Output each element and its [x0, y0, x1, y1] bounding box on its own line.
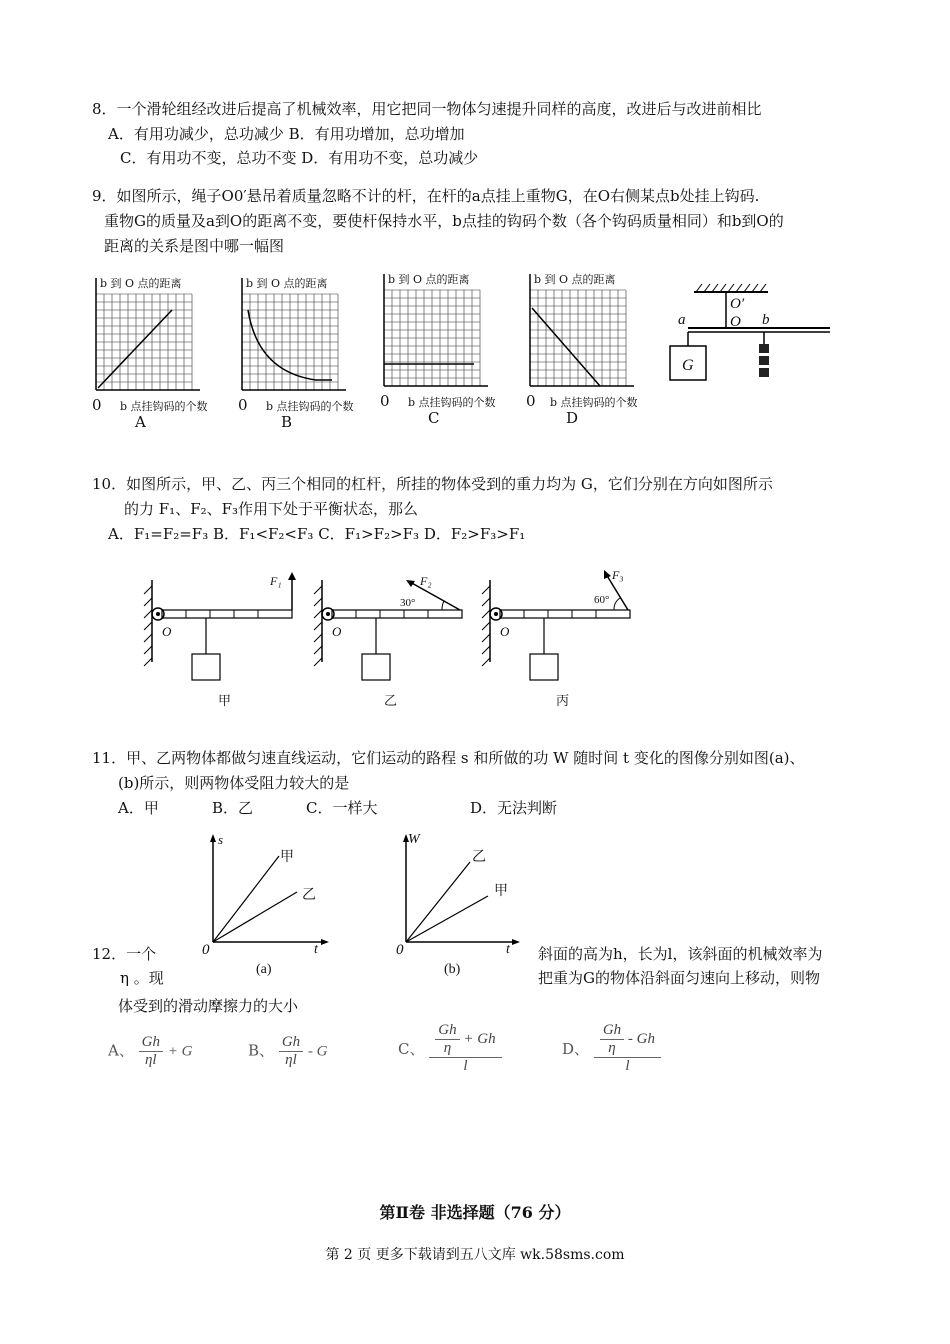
q11-opt-a: A．甲: [118, 799, 159, 817]
q12-option-c-outer: [429, 1022, 501, 1075]
q11-b-steep-label: 乙: [472, 849, 486, 865]
q12-option-d-outer-den: l: [625, 1058, 630, 1074]
q11-a-origin: 0: [202, 942, 210, 958]
q11-opt-c: C．一样大: [306, 799, 378, 817]
q12-option-d-outer: [594, 1022, 661, 1075]
q9-graph-b-ylabel: b 到 O 点的距离: [246, 277, 328, 290]
q12-option-b: [248, 1034, 328, 1069]
q9-line3: 距离的关系是图中哪一幅图: [104, 237, 285, 255]
q9-graph-a-curve: [98, 310, 172, 388]
q12-option-a: [108, 1034, 192, 1069]
q9-graph-d-origin: 0: [526, 392, 536, 410]
q9-graph-c-grid: [384, 290, 480, 386]
q12-option-c-num: Gh: [435, 1022, 459, 1040]
q9-graph-a-xlabel: b 点挂钩码的个数: [120, 400, 208, 413]
q9-graph-b-grid: [242, 294, 338, 390]
q9-fig-oprime: O′: [730, 296, 745, 312]
q9-line1: 9．如图所示，绳子O0′悬吊着质量忽略不计的杆，在杆的a点挂上重物G，在O右侧某点b处挂上钩码.: [92, 187, 760, 205]
q11-b-shallow-line: [406, 896, 488, 942]
q9-graph-d-xlabel: b 点挂钩码的个数: [550, 396, 638, 409]
q12-option-d-tail: - Gh: [627, 1030, 655, 1047]
q10-jia-name: 甲: [218, 694, 232, 709]
q10-yi-name: 乙: [384, 694, 398, 709]
q9-fig-b: b: [762, 312, 770, 328]
q12-right1: 斜面的高为h，长为l，该斜面的机械效率为: [538, 945, 823, 963]
q11-line2: (b)所示，则两物体受阻力较大的是: [118, 774, 350, 792]
q11-a-shallow-label: 乙: [302, 887, 316, 903]
q9-graph-d-letter: D: [566, 409, 579, 427]
q10-yi-o: O: [332, 624, 342, 639]
q11-a-steep-label: 甲: [280, 849, 294, 865]
q10-bing-force: F₃: [612, 568, 624, 582]
q9-graph-d-ylabel: b 到 O 点的距离: [534, 273, 616, 286]
q11-a-caption: (a): [256, 962, 272, 977]
q12-option-b-label: B、: [248, 1041, 275, 1060]
q11-a-y: s: [218, 832, 224, 847]
q12-left1: 12．一个: [92, 945, 157, 963]
q9-line2: 重物G的质量及a到O的距离不变，要使杆保持水平，b点挂的钩码个数（各个钩码质量相同）和b到O的: [104, 212, 784, 230]
q12-option-d: [562, 1022, 661, 1075]
q12-option-d-num: Gh: [600, 1022, 624, 1040]
q12-option-d-den: η: [608, 1040, 616, 1056]
q11-b-shallow-label: 甲: [494, 883, 508, 899]
q8-options-ab: A．有用功减少，总功减少 B．有用功增加，总功增加: [108, 125, 465, 143]
q9-graph-c-xlabel: b 点挂钩码的个数: [408, 396, 496, 409]
q9-graph-a-letter: A: [135, 413, 146, 431]
q9-graph-d-grid: [530, 290, 626, 386]
q9-graph-c-letter: C: [428, 409, 440, 427]
q10-bing-angle: 60°: [594, 594, 610, 606]
q11-a-steep-line: [213, 856, 279, 942]
q9-fig-g: G: [682, 357, 694, 374]
q12-right2: 把重为G的物体沿斜面匀速向上移动，则物: [538, 969, 820, 987]
q9-graph-a-ylabel: b 到 O 点的距离: [100, 277, 182, 290]
q10-line2: 的力 F₁、F₂、F₃作用下处于平衡状态，那么: [124, 500, 419, 518]
q10-jia-force: F₁: [270, 574, 282, 588]
q11-graph-b-svg: [398, 830, 528, 950]
q11-line1: 11．甲、乙两物体都做匀速直线运动，它们运动的路程 s 和所做的功 W 随时间 t 变化的图像分别如图(a)、: [92, 749, 805, 767]
section-title: 第Ⅱ卷 非选择题（76 分）: [379, 1203, 571, 1222]
q12-option-c-label: C、: [398, 1040, 425, 1058]
q10-bing-o: O: [500, 624, 510, 639]
q12-option-d-outer-num: [594, 1022, 661, 1058]
q12-option-d-inner: [600, 1022, 624, 1057]
ceiling-hatch: [696, 284, 766, 292]
q9-graph-c-ylabel: b 到 O 点的距离: [388, 273, 470, 286]
q11-b-caption: (b): [444, 962, 461, 977]
q12-option-b-num: Gh: [279, 1034, 303, 1052]
q9-graph-b-origin: 0: [238, 396, 248, 414]
q9-graph-d-curve: [532, 308, 600, 386]
q10-yi-angle: 30°: [400, 597, 416, 609]
q12-option-a-label: A、: [108, 1041, 134, 1060]
q10-options: A．F₁=F₂=F₃ B．F₁<F₂<F₃ C．F₁>F₂>F₃ D．F₂>F₃>F₁: [108, 525, 526, 543]
q11-b-steep-line: [406, 862, 470, 942]
q12-line3: 体受到的滑动摩擦力的大小: [118, 997, 299, 1015]
q10-jia-o: O: [162, 624, 172, 639]
q12-option-a-num: Gh: [139, 1034, 163, 1052]
q10-bing-name: 丙: [556, 694, 570, 709]
q8-options-cd: C．有用功不变，总功不变 D．有用功不变，总功减少: [120, 149, 479, 167]
q11-a-shallow-line: [213, 892, 297, 942]
q12-option-b-den: ηl: [285, 1052, 297, 1068]
q9-graph-b-letter: B: [281, 413, 293, 431]
q9-fig-o: O: [730, 314, 741, 330]
q11-b-y: W: [408, 832, 420, 847]
q10-yi-force: F₂: [420, 574, 432, 588]
q12-option-a-fraction: [139, 1034, 163, 1069]
q11-opt-b: B．乙: [212, 799, 254, 817]
q8-stem: 8．一个滑轮组经改进后提高了机械效率，用它把同一物体匀速提升同样的高度，改进后与改进前相比: [92, 100, 762, 118]
q12-option-b-fraction: [279, 1034, 303, 1069]
q12-option-d-label: D、: [562, 1040, 590, 1058]
q10-line1: 10．如图所示，甲、乙、丙三个相同的杠杆，所挂的物体受到的重力均为 G，它们分别在方向如图所示: [92, 475, 773, 493]
q11-b-origin: 0: [396, 942, 404, 958]
q9-graph-c-origin: 0: [380, 392, 390, 410]
q12-option-c: [398, 1022, 502, 1075]
q12-left2: η 。现: [120, 969, 164, 987]
q11-b-x: t: [506, 942, 510, 957]
q11-opt-d: D．无法判断: [470, 799, 558, 817]
q12-option-b-tail: - G: [307, 1043, 328, 1060]
q12-option-a-den: ηl: [144, 1052, 157, 1068]
q12-option-c-outer-num: [429, 1022, 501, 1058]
q12-option-c-outer-den: l: [463, 1058, 468, 1074]
q12-option-a-tail: + G: [167, 1043, 193, 1060]
q12-option-c-den: η: [443, 1040, 452, 1056]
q12-option-c-tail: + Gh: [463, 1030, 496, 1047]
q11-a-x: t: [314, 942, 318, 957]
q9-graph-a-origin: 0: [92, 396, 102, 414]
q12-option-c-inner: [435, 1022, 459, 1057]
q9-fig-a: a: [678, 312, 686, 328]
q9-graph-b-xlabel: b 点挂钩码的个数: [266, 400, 354, 413]
page-footer: 第 2 页 更多下载请到五八文库 wk.58sms.com: [325, 1247, 625, 1263]
